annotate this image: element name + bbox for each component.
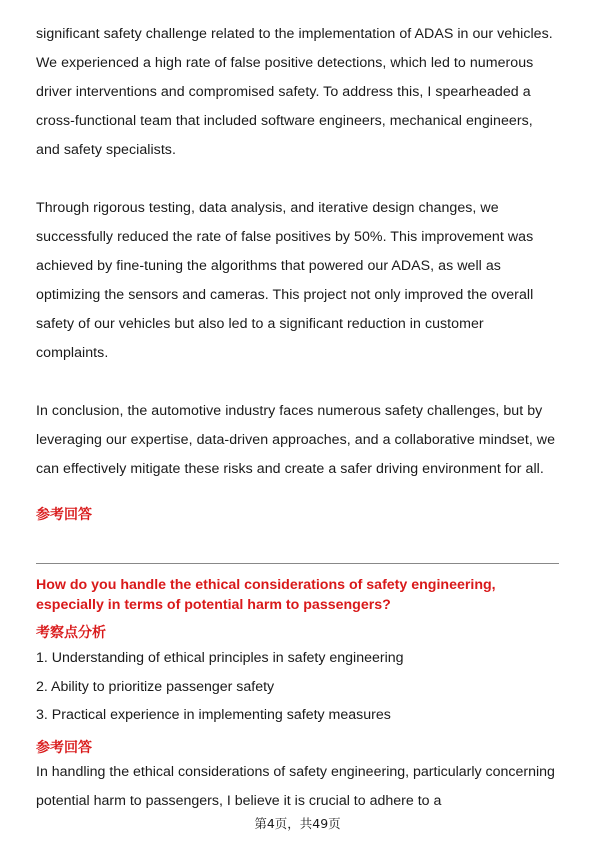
analysis-label: 考察点分析 [36, 624, 106, 640]
list-item: 3. Practical experience in implementing safety measures [36, 707, 391, 723]
assessment-points-list [36, 644, 559, 730]
body-paragraph: In conclusion, the automotive industry faces numerous safety challenges, but by leveraging our expertise, data-driven approaches, and a collaborative mindset, we can effectively mitigate these risks and create a safer driving environment for all. [36, 403, 556, 477]
question-heading: How do you handle the ethical considerations of safety engineering, especially in terms of potential harm to passengers? [36, 577, 496, 613]
body-paragraph: significant safety challenge related to the implementation of ADAS in our vehicles. We experienced a high rate of false positive detections, which led to numerous driver interventions and compromised safety. To address this, I spearheaded a cross-functional team that included software engineers, mechanical engineers, and safety specialists. [36, 26, 553, 158]
list-item: 2. Ability to prioritize passenger safety [36, 678, 275, 695]
document-page [36, 20, 559, 816]
answer-paragraph: In handling the ethical considerations of safety engineering, particularly concerning potential harm to passengers, I believe it is crucial to adhere to a [36, 763, 555, 809]
section-divider [36, 563, 559, 564]
reference-answer-label: 参考回答 [36, 506, 92, 522]
reference-answer-label: 参考回答 [36, 738, 92, 755]
list-item: 1. Understanding of ethical principles in safety engineering [36, 650, 404, 666]
page-number: 第4页，共49页 [254, 816, 341, 831]
body-paragraph: Through rigorous testing, data analysis, and iterative design changes, we successfully reduced the rate of false positives by 50%. This improvement was achieved by fine-tuning the algorithms that powered our ADAS, as well as optimizing the sensors and cameras. This project not only improved the overall safety of our vehicles but also led to a significant reduction in customer complaints. [36, 200, 534, 361]
